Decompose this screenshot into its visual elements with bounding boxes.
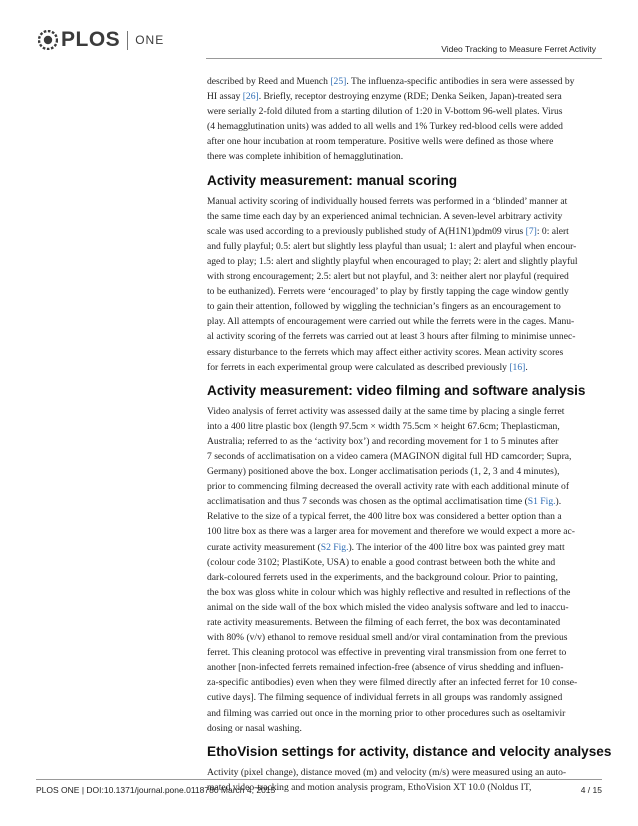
intro-paragraph	[207, 74, 602, 165]
text-line: another [non-infected ferrets remained infection-free (absence of virus shedding and influen-	[207, 662, 564, 674]
text-line: ferret. This cleaning protocol was effective in preventing viral transmission from one ferret to	[207, 647, 567, 659]
reference-link[interactable]: [16]	[509, 361, 526, 373]
text-line: rate activity measurements. Between the filming of each ferret, the box was decontaminated	[207, 617, 561, 628]
text-line: there was complete inhibition of hemagglutination.	[207, 151, 404, 163]
text-line: al activity scoring of the ferrets was carried out at least 3 hours after filming to minimise unnec-	[207, 331, 576, 343]
text-line: aged to play; 1.5: alert and slightly playful when encouraged to play; 2: alert and slightly playful	[207, 255, 578, 267]
logo-divider	[127, 31, 128, 50]
reference-link[interactable]: [25]	[330, 76, 347, 87]
text-line: described by Reed and Muench [25]. The influenza-specific antibodies in sera were assessed by	[207, 76, 575, 87]
reference-link[interactable]: [26]	[242, 91, 259, 103]
text-line: prior to commencing filming decreased the overall activity rate with each additional minute of	[207, 481, 570, 493]
text-line: and fully playful; 0.5: alert but slightly less playful than usual; 1: alert and playful when encour-	[207, 240, 577, 252]
text-line: dark-coloured ferrets used in the experiments, and the background colour. Prior to painting,	[207, 571, 558, 583]
text-line: with strong encouragement; 2.5: alert but not playful, and 3: neither alert nor playful (required	[207, 271, 569, 283]
text-line: curate activity measurement (S2 Fig.). The interior of the 400 litre box was painted grey matt	[207, 541, 565, 553]
section-heading-ethovision: EthoVision settings for activity, distance and velocity analyses	[207, 743, 612, 759]
text-line: essary disturbance to the ferrets which may affect either activity scores. Mean activity scores	[207, 346, 564, 358]
text-line: Manual activity scoring of individually housed ferrets was performed in a ‘blinded’ manner at	[207, 195, 568, 207]
text-line: after one hour incubation at room temperature. Positive wells were defined as those where	[207, 136, 554, 148]
text-line: Germany) positioned above the box. Longer acclimatisation periods (1, 2, 3 and 4 minutes),	[207, 466, 560, 478]
page-header	[0, 0, 638, 70]
text-line: 100 litre box as there was a larger area for movement and therefore we would expect a more ac-	[207, 526, 575, 538]
article-body	[207, 74, 612, 795]
text-line: to be euthanized). Ferrets were ‘encouraged’ to play by firstly tapping the cage window gently	[207, 286, 569, 298]
text-line: and filming was carried out once in the morning prior to other procedures such as oseltamivir	[207, 707, 566, 719]
logo-suffix: ONE	[135, 33, 165, 47]
text-line: za-specific antibodies) even when they were filmed directly after an infected ferret for 10 conse-	[207, 677, 578, 689]
text-line: (4 hemagglutination units) was added to all wells and 1% Turkey red-blood cells were added	[207, 121, 563, 133]
video-filming-paragraph	[207, 404, 602, 736]
section-heading-video-filming: Activity measurement: video filming and software analysis	[207, 382, 586, 398]
text-line: mated video-tracking and motion analysis program, EthoVision XT 10.0 (Noldus IT,	[207, 781, 532, 793]
manual-scoring-paragraph	[207, 194, 602, 375]
text-line: Video analysis of ferret activity was assessed daily at the same time by placing a single ferret	[207, 405, 565, 417]
text-line: acclimatisation and thus 7 seconds was chosen as the optimal acclimatisation time (S1 Fig.).	[207, 496, 562, 508]
text-line: scale was used according to a previously published study of A(H1N1)pdm09 virus [7]: 0: alert	[207, 225, 569, 237]
text-line: (colour code 3102; PlastiKote, USA) to enable a good contrast between both the white and	[207, 556, 556, 568]
text-line: animal on the side wall of the box which misled the video analysis software and led to inaccu-	[207, 601, 569, 613]
text-line: were serially 2-fold diluted from a starting dilution of 1:20 in V-bottom 96-well plates. Virus	[207, 106, 563, 118]
text-line: HI assay [26]. Briefly, receptor destroying enzyme (RDE; Denka Seiken, Japan)-treated sera	[207, 91, 562, 103]
running-title: Video Tracking to Measure Ferret Activity	[441, 44, 596, 54]
plos-logo-icon	[38, 30, 58, 50]
page-number: 4 / 15	[580, 785, 602, 795]
header-divider	[206, 58, 602, 59]
footer-citation: PLOS ONE | DOI:10.1371/journal.pone.0118780 March 4, 2015	[36, 785, 276, 795]
plos-one-logo[interactable]	[38, 28, 164, 52]
text-line: dosing or nasal washing.	[207, 722, 302, 734]
section-heading-manual-scoring: Activity measurement: manual scoring	[207, 172, 458, 188]
footer-divider	[36, 779, 602, 780]
reference-link[interactable]: S1 Fig.	[527, 496, 556, 508]
logo-text: PLOS	[61, 28, 121, 51]
text-line: Activity (pixel change), distance moved (m) and velocity (m/s) were measured using an auto-	[207, 766, 567, 778]
text-line: into a 400 litre plastic box (length 97.5cm × width 75.5cm × height 67.6cm; Theplasticman,	[207, 420, 560, 432]
text-line: Relative to the size of a typical ferret, the 400 litre box was considered a better option than a	[207, 511, 562, 523]
text-line: for ferrets in each experimental group were calculated as described previously [16].	[207, 361, 528, 373]
text-line: play. All attempts of encouragement were carried out while the ferrets were in the cages. Manu-	[207, 316, 575, 328]
text-line: to gain their attention, followed by wiggling the technician’s fingers as an encouragement to	[207, 301, 561, 313]
reference-link[interactable]: S2 Fig.	[320, 541, 349, 553]
text-line: the box was gloss white in colour which was highly reflective and resulted in reflections of the	[207, 586, 571, 598]
text-line: with 80% (v/v) ethanol to remove residual smell and/or viral contamination from the previous	[207, 632, 568, 644]
text-line: cutive days]. The filming sequence of individual ferrets in all groups was randomly assigned	[207, 692, 563, 704]
text-line: Australia; referred to as the ‘activity box’) and recording movement for 1 to 5 minutes after	[207, 435, 559, 447]
text-line: 7 seconds of acclimatisation on a video camera (MAGINON digital full HD camcorder; Supra,	[207, 450, 572, 462]
text-line: the same time each day by an experienced animal technician. A seven-level arbitrary activity	[207, 210, 563, 222]
reference-link[interactable]: [7]	[525, 225, 537, 237]
